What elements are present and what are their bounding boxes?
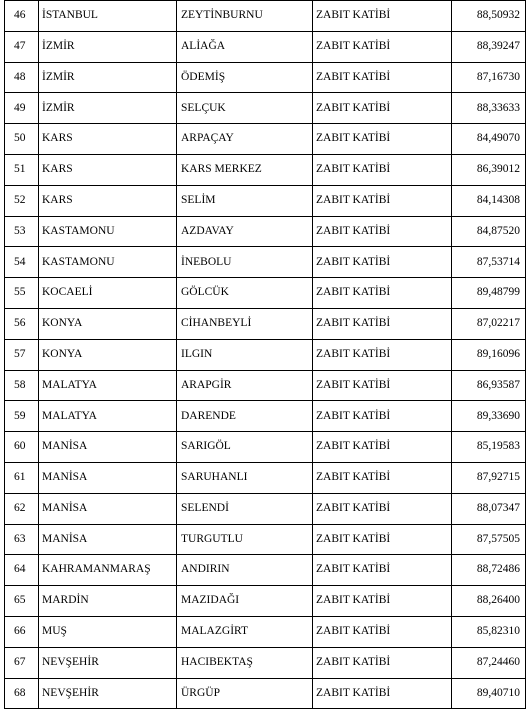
table-row xyxy=(5,1,526,32)
table-row xyxy=(5,493,526,524)
table-row xyxy=(5,93,526,124)
row-number: 64 xyxy=(5,555,39,586)
position-title-cell: ZABIT KATİBİ xyxy=(313,124,452,155)
position-title-cell: ZABIT KATİBİ xyxy=(313,278,452,309)
city-cell: MUŞ xyxy=(39,616,177,647)
score-cell: 88,26400 xyxy=(452,586,526,617)
district-cell: TURGUTLU xyxy=(177,524,313,555)
position-title-cell: ZABIT KATİBİ xyxy=(313,216,452,247)
position-title-cell: ZABIT KATİBİ xyxy=(313,93,452,124)
table-row xyxy=(5,308,526,339)
district-cell: AZDAVAY xyxy=(177,216,313,247)
city-cell: KARS xyxy=(39,185,177,216)
district-cell: ÖDEMİŞ xyxy=(177,62,313,93)
score-cell: 84,49070 xyxy=(452,124,526,155)
district-cell: ANDIRIN xyxy=(177,555,313,586)
city-cell: MARDİN xyxy=(39,586,177,617)
city-cell: İZMİR xyxy=(39,93,177,124)
table-row xyxy=(5,62,526,93)
position-title-cell: ZABIT KATİBİ xyxy=(313,339,452,370)
table-row xyxy=(5,647,526,678)
district-cell: ARPAÇAY xyxy=(177,124,313,155)
score-cell: 89,16096 xyxy=(452,339,526,370)
table-row xyxy=(5,124,526,155)
row-number: 54 xyxy=(5,247,39,278)
row-number: 57 xyxy=(5,339,39,370)
row-number: 58 xyxy=(5,370,39,401)
city-cell: KASTAMONU xyxy=(39,216,177,247)
table-row xyxy=(5,339,526,370)
row-number: 47 xyxy=(5,31,39,62)
district-cell: SELİM xyxy=(177,185,313,216)
row-number: 60 xyxy=(5,432,39,463)
score-cell: 87,92715 xyxy=(452,462,526,493)
row-number: 48 xyxy=(5,62,39,93)
table-row xyxy=(5,586,526,617)
position-title-cell: ZABIT KATİBİ xyxy=(313,401,452,432)
table-row xyxy=(5,524,526,555)
position-title-cell: ZABIT KATİBİ xyxy=(313,31,452,62)
score-cell: 88,72486 xyxy=(452,555,526,586)
table-body xyxy=(5,1,526,709)
city-cell: MALATYA xyxy=(39,401,177,432)
district-cell: ZEYTİNBURNU xyxy=(177,1,313,32)
district-cell: ARAPGİR xyxy=(177,370,313,401)
city-cell: KARS xyxy=(39,124,177,155)
city-cell: NEVŞEHİR xyxy=(39,678,177,709)
table-row xyxy=(5,370,526,401)
row-number: 59 xyxy=(5,401,39,432)
position-title-cell: ZABIT KATİBİ xyxy=(313,370,452,401)
row-number: 52 xyxy=(5,185,39,216)
city-cell: MANİSA xyxy=(39,524,177,555)
row-number: 50 xyxy=(5,124,39,155)
city-cell: KONYA xyxy=(39,308,177,339)
table-row xyxy=(5,678,526,709)
score-cell: 87,57505 xyxy=(452,524,526,555)
district-cell: ÜRGÜP xyxy=(177,678,313,709)
city-cell: İZMİR xyxy=(39,62,177,93)
score-cell: 89,40710 xyxy=(452,678,526,709)
position-title-cell: ZABIT KATİBİ xyxy=(313,62,452,93)
district-cell: DARENDE xyxy=(177,401,313,432)
position-title-cell: ZABIT KATİBİ xyxy=(313,616,452,647)
city-cell: İZMİR xyxy=(39,31,177,62)
position-title-cell: ZABIT KATİBİ xyxy=(313,185,452,216)
city-cell: MANİSA xyxy=(39,432,177,463)
score-cell: 86,93587 xyxy=(452,370,526,401)
row-number: 53 xyxy=(5,216,39,247)
row-number: 67 xyxy=(5,647,39,678)
score-cell: 89,48799 xyxy=(452,278,526,309)
district-cell: SELÇUK xyxy=(177,93,313,124)
score-cell: 87,53714 xyxy=(452,247,526,278)
district-cell: İNEBOLU xyxy=(177,247,313,278)
table-row xyxy=(5,216,526,247)
row-number: 65 xyxy=(5,586,39,617)
table-row xyxy=(5,555,526,586)
table-row xyxy=(5,462,526,493)
table-row xyxy=(5,31,526,62)
row-number: 61 xyxy=(5,462,39,493)
table-row xyxy=(5,154,526,185)
row-number: 49 xyxy=(5,93,39,124)
position-title-cell: ZABIT KATİBİ xyxy=(313,462,452,493)
city-cell: MALATYA xyxy=(39,370,177,401)
row-number: 66 xyxy=(5,616,39,647)
score-cell: 88,33633 xyxy=(452,93,526,124)
city-cell: KOCAELİ xyxy=(39,278,177,309)
position-title-cell: ZABIT KATİBİ xyxy=(313,524,452,555)
score-cell: 86,39012 xyxy=(452,154,526,185)
table-row xyxy=(5,401,526,432)
score-cell: 84,87520 xyxy=(452,216,526,247)
district-cell: GÖLCÜK xyxy=(177,278,313,309)
row-number: 46 xyxy=(5,1,39,32)
table-row xyxy=(5,185,526,216)
score-cell: 88,50932 xyxy=(452,1,526,32)
score-cell: 87,02217 xyxy=(452,308,526,339)
row-number: 56 xyxy=(5,308,39,339)
position-title-cell: ZABIT KATİBİ xyxy=(313,647,452,678)
position-title-cell: ZABIT KATİBİ xyxy=(313,586,452,617)
district-cell: ILGIN xyxy=(177,339,313,370)
district-cell: KARS MERKEZ xyxy=(177,154,313,185)
district-cell: MAZIDAĞI xyxy=(177,586,313,617)
district-cell: CİHANBEYLİ xyxy=(177,308,313,339)
row-number: 62 xyxy=(5,493,39,524)
city-cell: NEVŞEHİR xyxy=(39,647,177,678)
position-title-cell: ZABIT KATİBİ xyxy=(313,1,452,32)
score-cell: 88,07347 xyxy=(452,493,526,524)
district-cell: HACIBEKTAŞ xyxy=(177,647,313,678)
score-cell: 87,24460 xyxy=(452,647,526,678)
table-row xyxy=(5,278,526,309)
district-cell: SARIGÖL xyxy=(177,432,313,463)
city-cell: KAHRAMANMARAŞ xyxy=(39,555,177,586)
district-cell: ALİAĞA xyxy=(177,31,313,62)
position-title-cell: ZABIT KATİBİ xyxy=(313,493,452,524)
score-cell: 84,14308 xyxy=(452,185,526,216)
table-row xyxy=(5,432,526,463)
city-cell: MANİSA xyxy=(39,493,177,524)
row-number: 51 xyxy=(5,154,39,185)
district-cell: SELENDİ xyxy=(177,493,313,524)
city-cell: KARS xyxy=(39,154,177,185)
city-cell: KONYA xyxy=(39,339,177,370)
table-row xyxy=(5,616,526,647)
position-title-cell: ZABIT KATİBİ xyxy=(313,555,452,586)
position-title-cell: ZABIT KATİBİ xyxy=(313,247,452,278)
city-cell: MANİSA xyxy=(39,462,177,493)
row-number: 68 xyxy=(5,678,39,709)
results-table xyxy=(4,0,526,709)
position-title-cell: ZABIT KATİBİ xyxy=(313,308,452,339)
position-title-cell: ZABIT KATİBİ xyxy=(313,154,452,185)
row-number: 63 xyxy=(5,524,39,555)
score-cell: 87,16730 xyxy=(452,62,526,93)
row-number: 55 xyxy=(5,278,39,309)
district-cell: MALAZGİRT xyxy=(177,616,313,647)
table-row xyxy=(5,247,526,278)
city-cell: KASTAMONU xyxy=(39,247,177,278)
score-cell: 89,33690 xyxy=(452,401,526,432)
city-cell: İSTANBUL xyxy=(39,1,177,32)
score-cell: 88,39247 xyxy=(452,31,526,62)
score-cell: 85,19583 xyxy=(452,432,526,463)
district-cell: SARUHANLI xyxy=(177,462,313,493)
score-cell: 85,82310 xyxy=(452,616,526,647)
position-title-cell: ZABIT KATİBİ xyxy=(313,678,452,709)
position-title-cell: ZABIT KATİBİ xyxy=(313,432,452,463)
